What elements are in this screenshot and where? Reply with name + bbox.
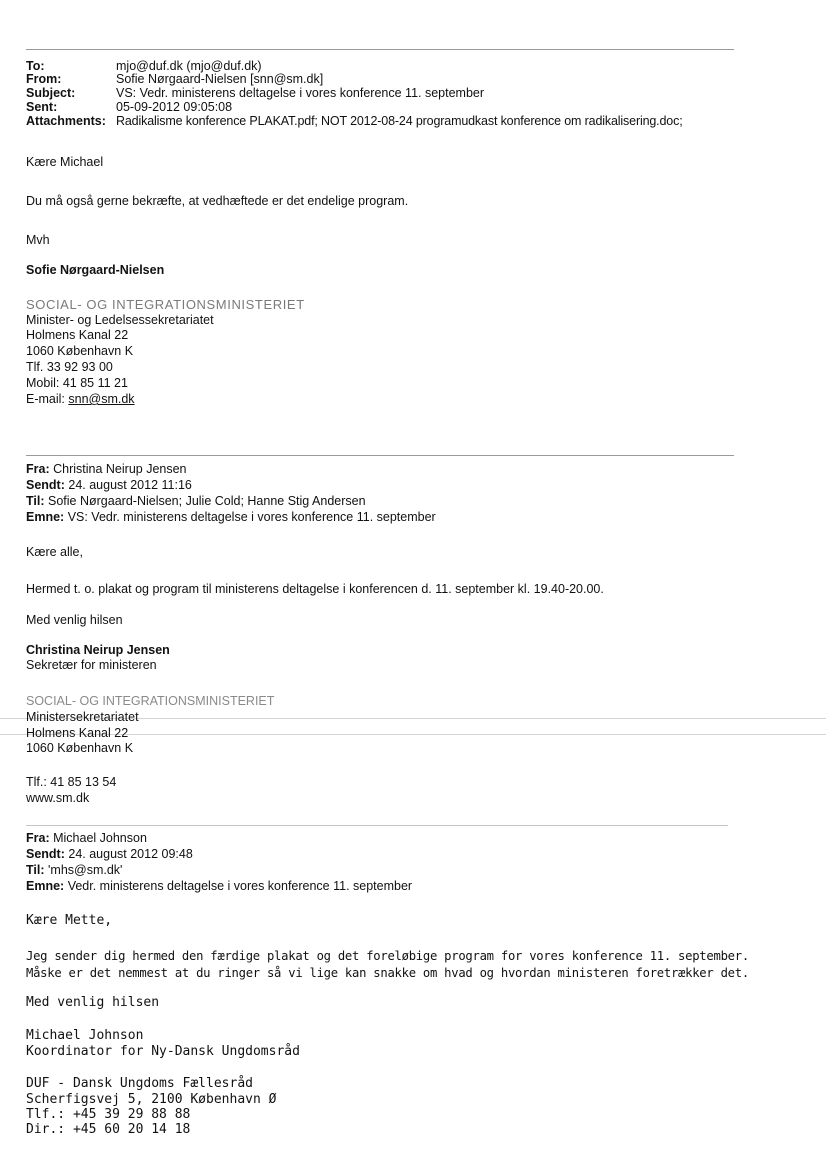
signature-name: Sofie Nørgaard-Nielsen bbox=[26, 263, 165, 277]
signature-dept: Ministersekretariatet bbox=[26, 710, 139, 724]
emne-line bbox=[26, 879, 412, 893]
sendt-label: Sendt: bbox=[26, 847, 65, 861]
til-value: Sofie Nørgaard-Nielsen; Julie Cold; Hanne Stig Andersen bbox=[48, 494, 366, 508]
signature-phone: Tlf. 33 92 93 00 bbox=[26, 360, 113, 374]
email-label: E-mail: bbox=[26, 392, 69, 406]
to-label: To: bbox=[26, 59, 45, 73]
closing: Mvh bbox=[26, 233, 50, 247]
signature-org: SOCIAL- OG INTEGRATIONSMINISTERIET bbox=[26, 694, 275, 708]
subject-value: VS: Vedr. ministerens deltagelse i vores konference 11. september bbox=[116, 86, 485, 100]
body-text: Hermed t. o. plakat og program til ministerens deltagelse i konferencen d. 11. september kl. 19.40-20.00. bbox=[26, 582, 604, 596]
body-text: Du må også gerne bekræfte, at vedhæftede er det endelige program. bbox=[26, 194, 409, 208]
signature-name: Christina Neirup Jensen bbox=[26, 643, 170, 657]
signature-email bbox=[26, 392, 135, 406]
to-value: mjo@duf.dk (mjo@duf.dk) bbox=[116, 59, 262, 73]
emne-label: Emne: bbox=[26, 879, 65, 893]
fra-line bbox=[26, 462, 187, 476]
from-value: Sofie Nørgaard-Nielsen [snn@sm.dk] bbox=[116, 72, 324, 86]
emne-value: Vedr. ministerens deltagelse i vores konference 11. september bbox=[67, 879, 413, 893]
signature-street: Holmens Kanal 22 bbox=[26, 726, 129, 740]
til-line bbox=[26, 494, 366, 508]
emne-label: Emne: bbox=[26, 510, 65, 524]
signature-phone: Tlf.: +45 39 29 88 88 bbox=[26, 1107, 191, 1122]
signature-mobile: Mobil: 41 85 11 21 bbox=[26, 376, 128, 390]
sent-label: Sent: bbox=[26, 100, 58, 114]
attachments-label: Attachments: bbox=[26, 114, 106, 128]
signature-address: Scherfigsvej 5, 2100 København Ø bbox=[26, 1092, 277, 1107]
subject-label: Subject: bbox=[26, 86, 76, 100]
signature-title: Sekretær for ministeren bbox=[26, 658, 157, 672]
from-label: From: bbox=[26, 72, 62, 86]
sendt-line bbox=[26, 847, 193, 861]
reply-divider-2 bbox=[26, 825, 728, 826]
signature-street: Holmens Kanal 22 bbox=[26, 328, 129, 342]
greeting: Kære Mette, bbox=[26, 913, 113, 928]
signature-direct: Dir.: +45 60 20 14 18 bbox=[26, 1122, 191, 1137]
email-link[interactable]: snn@sm.dk bbox=[68, 392, 135, 406]
greeting: Kære alle, bbox=[26, 545, 83, 559]
greeting: Kære Michael bbox=[26, 155, 104, 169]
fra-value: Michael Johnson bbox=[53, 831, 147, 845]
signature-web[interactable]: www.sm.dk bbox=[26, 791, 90, 805]
closing: Med venlig hilsen bbox=[26, 613, 123, 627]
fra-label: Fra: bbox=[26, 462, 50, 476]
sendt-value: 24. august 2012 09:48 bbox=[68, 847, 193, 861]
fra-value: Christina Neirup Jensen bbox=[53, 462, 187, 476]
signature-phone: Tlf.: 41 85 13 54 bbox=[26, 775, 117, 789]
signature-org: SOCIAL- OG INTEGRATIONSMINISTERIET bbox=[26, 297, 305, 312]
attachments-value: Radikalisme konference PLAKAT.pdf; NOT 2012-08-24 programudkast konference om radikalisering.doc; bbox=[116, 114, 683, 128]
sendt-value: 24. august 2012 11:16 bbox=[68, 478, 192, 492]
signature-org: DUF - Dansk Ungdoms Fællesråd bbox=[26, 1076, 253, 1091]
til-label: Til: bbox=[26, 863, 45, 877]
til-line bbox=[26, 863, 122, 877]
til-label: Til: bbox=[26, 494, 45, 508]
signature-name: Michael Johnson bbox=[26, 1028, 144, 1043]
sendt-label: Sendt: bbox=[26, 478, 65, 492]
body-line-1: Jeg sender dig hermed den færdige plakat og det foreløbige program for vores konference 11. september. bbox=[26, 949, 749, 963]
signature-city: 1060 København K bbox=[26, 344, 134, 358]
til-value: 'mhs@sm.dk' bbox=[48, 863, 123, 877]
emne-line bbox=[26, 510, 436, 524]
fra-line bbox=[26, 831, 147, 845]
closing: Med venlig hilsen bbox=[26, 995, 160, 1010]
header-divider-top bbox=[26, 49, 734, 50]
signature-title: Koordinator for Ny-Dansk Ungdomsråd bbox=[26, 1044, 300, 1059]
sent-value: 05-09-2012 09:05:08 bbox=[116, 100, 233, 114]
emne-value: VS: Vedr. ministerens deltagelse i vores konference 11. september bbox=[67, 510, 436, 524]
sendt-line bbox=[26, 478, 192, 492]
body-line-2: Måske er det nemmest at du ringer så vi lige kan snakke om hvad og hvordan ministeren foretrækker det. bbox=[26, 966, 749, 980]
signature-dept: Minister- og Ledelsessekretariatet bbox=[26, 313, 214, 327]
fra-label: Fra: bbox=[26, 831, 50, 845]
signature-city: 1060 København K bbox=[26, 741, 134, 755]
reply-divider-1 bbox=[26, 455, 734, 456]
